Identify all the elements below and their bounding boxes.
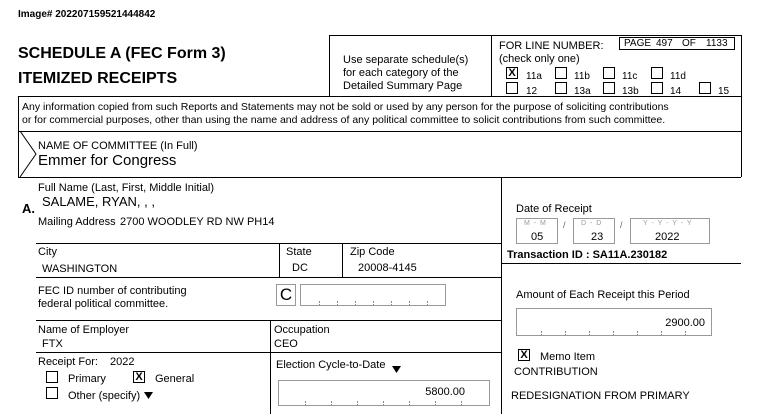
primary-label: Primary <box>68 373 106 385</box>
mailing-address-value: 2700 WOODLEY RD NW PH14 <box>120 216 275 228</box>
date-month-hint: M - M <box>524 220 547 227</box>
line-11d-label: 11d <box>670 71 686 82</box>
check-only-one: (check only one) <box>499 53 580 65</box>
full-name-value: SALAME, RYAN, , , <box>42 194 155 209</box>
date-separator-2: / <box>620 220 623 230</box>
line-11a-label: 11a <box>526 71 542 82</box>
disclaimer <box>22 101 669 127</box>
fec-id-label-1: FEC ID number of contributing <box>38 285 187 297</box>
line-11c-checkbox[interactable] <box>603 67 615 79</box>
line-14-label: 14 <box>670 86 682 97</box>
line-15-checkbox[interactable] <box>699 82 711 94</box>
line-11d-checkbox[interactable] <box>651 67 663 79</box>
memo-item-label: Memo Item <box>540 351 596 363</box>
election-cycle-label: Election Cycle-to-Date <box>276 359 386 371</box>
line-13b-checkbox[interactable] <box>603 82 615 94</box>
page-total: 1133 <box>706 38 728 49</box>
line-11b-checkbox[interactable] <box>555 67 567 79</box>
line-15-label: 15 <box>718 86 730 97</box>
date-month-field[interactable] <box>516 218 558 244</box>
instructions-line-3: Detailed Summary Page <box>343 80 463 92</box>
transaction-id: Transaction ID : SA11A.230182 <box>507 249 668 261</box>
page-label: PAGE <box>624 38 652 49</box>
date-label: Date of Receipt <box>516 203 592 215</box>
entry-letter: A. <box>22 201 35 216</box>
contribution-text: CONTRIBUTION <box>514 366 598 378</box>
amount-value: 2900.00 <box>665 317 705 329</box>
disclaimer-line-2: or for commercial purposes, other than using the name and address of any political committee to solicit contributions from such committee. <box>22 114 666 126</box>
line-11c-label: 11c <box>622 71 638 82</box>
fec-id-input[interactable] <box>300 284 446 306</box>
page-of: OF <box>682 38 696 49</box>
line-13b-label: 13b <box>622 86 639 97</box>
city-value: WASHINGTON <box>42 263 118 275</box>
date-separator-1: / <box>563 220 566 230</box>
line-13a-checkbox[interactable] <box>555 82 567 94</box>
zip-label: Zip Code <box>350 246 395 258</box>
general-checkbox[interactable]: X <box>133 371 145 383</box>
line-14-checkbox[interactable] <box>651 82 663 94</box>
primary-checkbox[interactable] <box>46 371 58 383</box>
committee-name: Emmer for Congress <box>38 152 177 169</box>
image-number: Image# 202207159521444842 <box>18 9 156 20</box>
city-label: City <box>38 246 57 258</box>
date-day-field[interactable] <box>573 218 615 244</box>
zip-value: 20008-4145 <box>358 262 417 274</box>
schedule-subtitle: ITEMIZED RECEIPTS <box>18 70 178 87</box>
state-label: State <box>286 246 312 258</box>
other-checkbox[interactable] <box>46 387 58 399</box>
election-cycle-value: 5800.00 <box>425 386 465 398</box>
page-number-box <box>619 37 735 50</box>
committee-label: NAME OF COMMITTEE (In Full) <box>38 140 198 152</box>
fec-id-prefix: C <box>276 284 296 306</box>
date-day-hint: D - D <box>581 220 603 227</box>
date-year-hint: Y - Y - Y - Y <box>643 220 693 227</box>
employer-value: FTX <box>42 338 63 350</box>
line-13a-label: 13a <box>574 86 591 97</box>
receipt-for-label: Receipt For: <box>38 356 98 368</box>
election-cycle-dropdown-icon[interactable] <box>392 366 401 373</box>
state-value: DC <box>292 262 308 274</box>
date-year-field[interactable] <box>630 218 710 244</box>
other-label: Other (specify) <box>68 390 141 402</box>
other-dropdown-icon[interactable] <box>144 392 153 399</box>
employer-label: Name of Employer <box>38 324 130 336</box>
disclaimer-line-1: Any information copied from such Reports and Statements may not be sold or used by any person for the purpose of soliciting contributions <box>22 101 669 113</box>
page-current: 497 <box>656 38 673 49</box>
line-11a-checkbox[interactable]: X <box>506 67 518 79</box>
line-12-label: 12 <box>526 86 538 97</box>
fec-id-label-2: federal political committee. <box>38 298 169 310</box>
occupation-value: CEO <box>274 338 298 350</box>
line-number-label: FOR LINE NUMBER: <box>499 40 604 52</box>
line-12-checkbox[interactable] <box>506 82 518 94</box>
redesignation-text: REDESIGNATION FROM PRIMARY <box>511 390 690 402</box>
occupation-label: Occupation <box>274 324 330 336</box>
instructions-line-2: for each category of the <box>343 67 459 79</box>
full-name-label: Full Name (Last, First, Middle Initial) <box>38 182 215 194</box>
receipt-for-year: 2022 <box>110 356 135 368</box>
date-day-value: 23 <box>591 231 604 243</box>
general-label: General <box>155 373 195 385</box>
mailing-address-label: Mailing Address <box>38 216 116 228</box>
line-11b-label: 11b <box>574 71 590 82</box>
date-year-value: 2022 <box>655 231 680 243</box>
amount-field[interactable] <box>516 308 712 336</box>
instructions-line-1: Use separate schedule(s) <box>343 54 469 66</box>
amount-label: Amount of Each Receipt this Period <box>516 289 690 301</box>
committee-bracket <box>18 131 40 177</box>
date-month-value: 05 <box>531 231 544 243</box>
election-cycle-field[interactable] <box>278 380 490 406</box>
memo-item-checkbox[interactable]: X <box>518 349 530 361</box>
schedule-title: SCHEDULE A (FEC Form 3) <box>18 45 226 62</box>
